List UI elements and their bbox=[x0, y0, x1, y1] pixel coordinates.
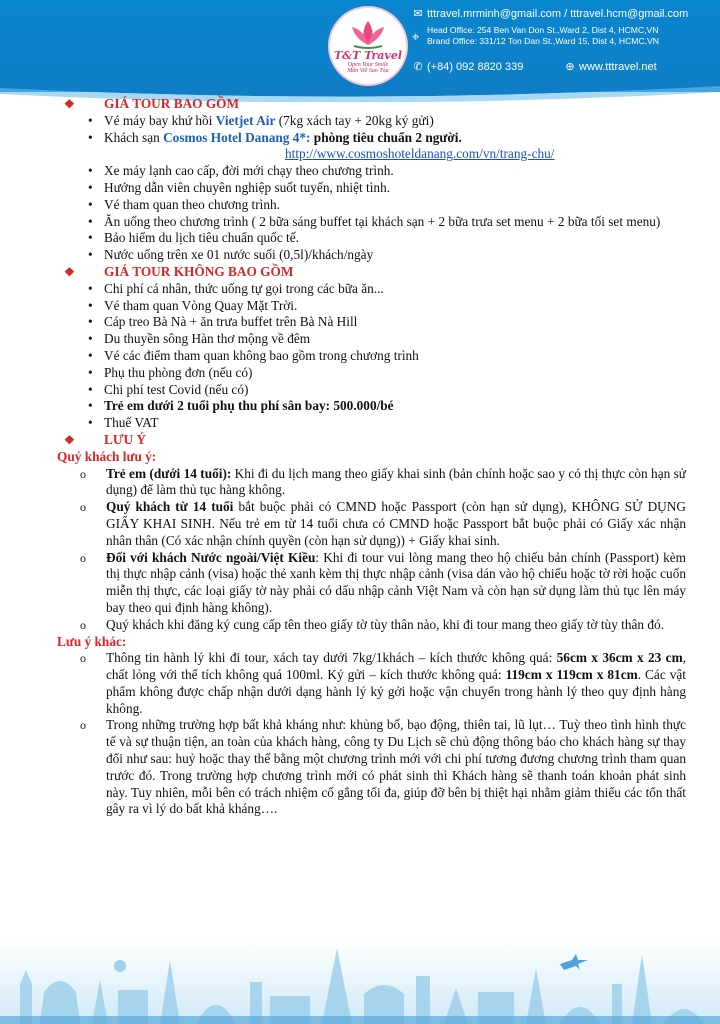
tour-terms bbox=[58, 96, 694, 818]
included-heading: ❖ GIÁ TOUR BAO GỒM bbox=[58, 96, 694, 113]
list-item: • Vé tham quan theo chương trình. bbox=[58, 197, 694, 214]
contact-email bbox=[412, 7, 688, 20]
list-item: • Xe máy lạnh cao cấp, đời mới chạy theo chương trình. bbox=[58, 163, 694, 180]
list-item: • Phụ thu phòng đơn (nếu có) bbox=[58, 365, 694, 382]
list-item: • Thuế VAT bbox=[58, 415, 694, 432]
list-item: • Khách sạn Cosmos Hotel Danang 4*: phòng tiêu chuẩn 2 người. bbox=[58, 130, 694, 147]
notes-subheading-customer: Quý khách lưu ý: bbox=[57, 448, 157, 464]
notes-heading: ❖ LƯU Ý bbox=[58, 432, 694, 449]
list-item: o Đối với khách Nước ngoài/Việt Kiều: Khi đi tour vui lòng mang theo hộ chiếu bản chính (Passport) kèm thị thực nhập cảnh (visa) hoặc thẻ xanh kèm thị thực nhập cảnh (visa dán vào hộ chiếu hoặc tờ rời hoặc cuốn miễn thị thực, các loại giấy tờ này phải có dấu nhập cảnh Việt Nam và còn hạn sử dụng làm thủ tục lên máy bay theo qui định hàng không). bbox=[58, 550, 694, 617]
logo-slogan: Open Your Smile bbox=[347, 61, 389, 68]
list-item: • Hướng dẫn viên chuyên nghiệp suốt tuyến, nhiệt tình. bbox=[58, 180, 694, 197]
logo-slogan-2: Mãn Viễ Sao Tòa bbox=[347, 67, 389, 74]
contact-phone-web bbox=[412, 60, 712, 73]
list-item: o Quý khách từ 14 tuổi bắt buộc phải có CMND hoặc Passport (còn hạn sử dụng), KHÔNG SỬ DỤNG GIẤY KHAI SINH. Nếu trẻ em từ 14 tuổi chưa có CMND hoặc Passport bắt buộc phải có Giấy xác nhận nhân thân (Có xác nhận chính quyền (còn hạn sử dụng)) + Giấy khai sinh. bbox=[58, 499, 694, 549]
header-banner bbox=[0, 0, 720, 92]
lotus-icon bbox=[348, 19, 388, 49]
list-item: • Cáp treo Bà Nà + ăn trưa buffet trên Bà Nà Hill bbox=[58, 314, 694, 331]
customer-notes-list bbox=[58, 466, 694, 634]
list-item: o Trẻ em (dưới 14 tuổi): Khi đi du lịch mang theo giấy khai sinh (bản chính hoặc sao y có thị thực còn hạn sử dụng) để làm thủ tục hàng không. bbox=[58, 466, 694, 500]
excluded-list bbox=[58, 281, 694, 432]
included-list-2 bbox=[58, 163, 694, 264]
list-item: • Ăn uống theo chương trình ( 2 bữa sáng buffet tại khách sạn + 2 bữa trưa set menu + 2 bữa tối set menu) bbox=[58, 214, 694, 231]
other-notes-list bbox=[58, 650, 694, 818]
company-logo bbox=[328, 6, 408, 86]
logo-title: T&T Travel bbox=[333, 48, 402, 62]
landmarks-skyline-illustration bbox=[0, 940, 720, 1024]
brand-office: Brand Office: 331/12 Ton Dan St.,Ward 15, Dist 4, HCMC,VN bbox=[427, 36, 659, 46]
list-item: • Chi phí cá nhân, thức uống tự gọi trong các bữa ăn... bbox=[58, 281, 694, 298]
email-text[interactable]: tttravel.mrminh@gmail.com / tttravel.hcm@gmail.com bbox=[427, 8, 689, 20]
list-item: o Thông tin hành lý khi đi tour, xách tay dưới 7kg/1khách – kích thước không quá: 56cm x 36cm x 23 cm, chất lỏng với thể tích không quá 100ml. Ký gửi – kích thước không quá: 119cm x 119cm x 81cm. Các vật phẩm không được chấp nhận dưới dạng hành lý ký gởi hoặc vận chuyển trong hành lý theo quy định hàng không. bbox=[58, 650, 694, 717]
head-office: Head Office: 254 Ben Van Don St.,Ward 2, Dist 4, HCMC,VN bbox=[427, 25, 659, 35]
list-item: o Quý khách khi đăng ký cung cấp tên theo giấy tờ tùy thân nào, khi đi tour mang theo giấy tờ tùy thân đó. bbox=[58, 617, 694, 634]
excluded-heading: ❖ GIÁ TOUR KHÔNG BAO GỒM bbox=[58, 264, 694, 281]
phone-icon: ✆ bbox=[413, 61, 423, 73]
list-item: • Chi phí test Covid (nếu có) bbox=[58, 382, 694, 399]
list-item: • Du thuyền sông Hàn thơ mộng về đêm bbox=[58, 331, 694, 348]
list-item: • Trẻ em dưới 2 tuổi phụ thu phí sân bay: 500.000/bé bbox=[58, 398, 694, 415]
notes-subheading-other: Lưu ý khác: bbox=[57, 633, 127, 649]
list-item: • Vé máy bay khứ hồi Vietjet Air (7kg xách tay + 20kg ký gửi) bbox=[58, 113, 694, 130]
contact-addresses bbox=[412, 25, 659, 47]
list-item: • Nước uống trên xe 01 nước suối (0,5l)/khách/ngày bbox=[58, 247, 694, 264]
location-pin-icon: ⌖ bbox=[412, 29, 420, 44]
phone-text[interactable]: (+84) 092 8820 339 bbox=[427, 61, 524, 73]
list-item: • Vé tham quan Vòng Quay Mặt Trời. bbox=[58, 298, 694, 315]
mail-icon: ✉ bbox=[413, 8, 423, 20]
list-item: • Vé các điểm tham quan không bao gồm trong chương trình bbox=[58, 348, 694, 365]
hotel-link[interactable]: http://www.cosmoshoteldanang.com/vn/trang-chu/ bbox=[285, 146, 555, 162]
globe-icon: ⊕ bbox=[565, 61, 575, 73]
list-item: • Bảo hiểm du lịch tiêu chuẩn quốc tế. bbox=[58, 230, 694, 247]
included-list bbox=[58, 113, 694, 147]
list-item: o Trong những trường hợp bất khả kháng như: khủng bố, bạo động, thiên tai, lũ lụt… Tuỳ theo tình hình thực tế và sự thuận tiện, an toàn của khách hàng, công ty Du Lịch sẽ chủ động thông báo cho khách hàng sự thay đổi như sau: huỷ hoặc thay thế bằng một chương trình mới với chi phí tương đương chương trình tham quan trước đó. Trong trường hợp chương trình mới có phát sinh thì Khách hàng sẽ thanh toán khoản phát sinh này. Tuy nhiên, mỗi bên có trách nhiệm cố gắng tối đa, giúp đỡ bên bị thiệt hại nhằm giảm thiểu các tổn thất gây ra vì lý do bất khả kháng…. bbox=[58, 717, 694, 818]
website-text[interactable]: www.tttravel.net bbox=[579, 61, 657, 73]
